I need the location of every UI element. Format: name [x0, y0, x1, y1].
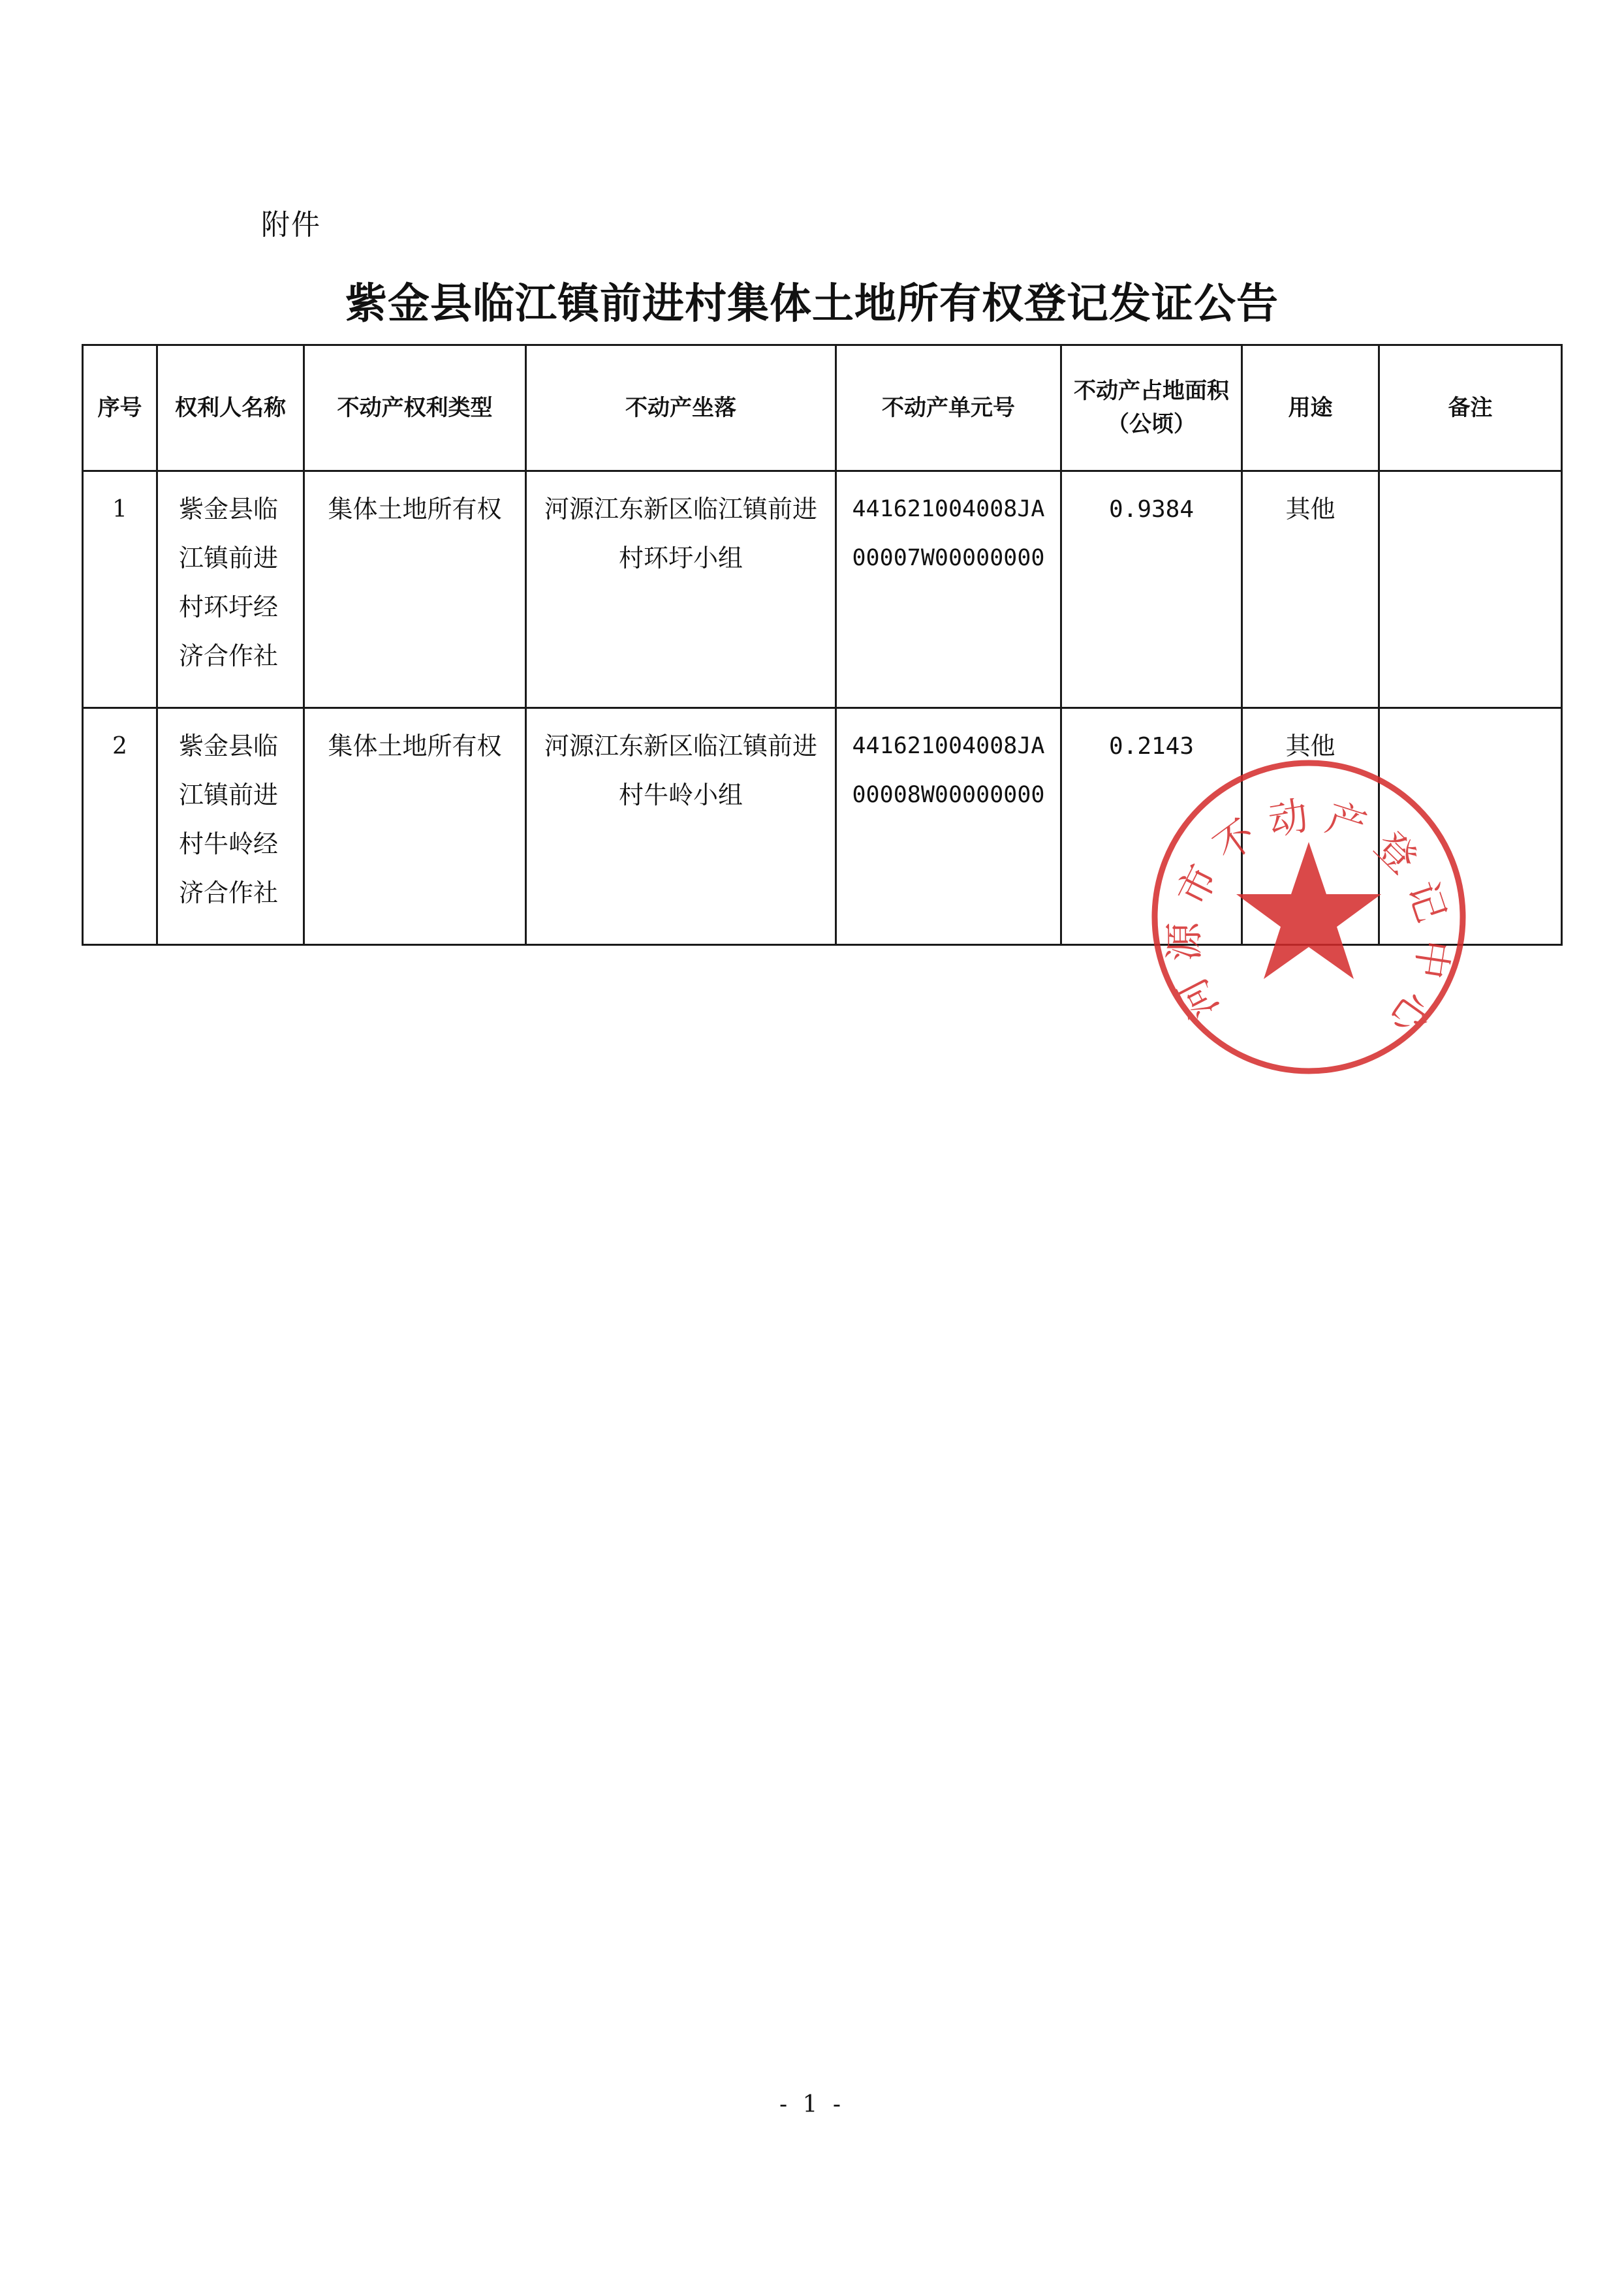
table-row	[83, 471, 1562, 708]
seal-text-path: 河源市不动产登记中心	[1161, 792, 1457, 1042]
header-seq: 序号	[83, 345, 157, 471]
cell-seq: 2	[83, 708, 157, 945]
cell-remark	[1379, 471, 1562, 708]
header-location: 不动产坐落	[526, 345, 836, 471]
cell-right-type: 集体土地所有权	[304, 471, 526, 708]
header-area	[1061, 345, 1242, 471]
cell-holder: 紫金县临江镇前进村环圩经济合作社	[157, 471, 304, 708]
header-right-type: 不动产权利类型	[304, 345, 526, 471]
cell-unit-number: 441621004008JA00007W00000000	[836, 471, 1061, 708]
header-holder: 权利人名称	[157, 345, 304, 471]
attachment-label: 附件	[261, 208, 321, 241]
cell-seq: 1	[83, 471, 157, 708]
cell-right-type: 集体土地所有权	[304, 708, 526, 945]
page-number: - 1 -	[779, 2091, 845, 2118]
header-unit-number: 不动产单元号	[836, 345, 1061, 471]
seal-star-icon	[1236, 842, 1381, 979]
cell-usage: 其他	[1242, 708, 1379, 945]
cell-area: 0.2143	[1061, 708, 1242, 945]
cell-location: 河源江东新区临江镇前进村环圩小组	[526, 471, 836, 708]
header-area-line2: （公顷）	[1107, 411, 1196, 437]
cell-usage: 其他	[1242, 471, 1379, 708]
cell-unit-number: 441621004008JA00008W00000000	[836, 708, 1061, 945]
table-header-row	[83, 345, 1562, 471]
cell-area: 0.9384	[1061, 471, 1242, 708]
cell-holder: 紫金县临江镇前进村牛岭经济合作社	[157, 708, 304, 945]
header-area-line1: 不动产占地面积	[1074, 378, 1229, 404]
cell-location: 河源江东新区临江镇前进村牛岭小组	[526, 708, 836, 945]
document-title: 紫金县临江镇前进村集体土地所有权登记发证公告	[345, 279, 1279, 328]
official-seal	[1142, 751, 1475, 1083]
header-remark: 备注	[1379, 345, 1562, 471]
header-usage: 用途	[1242, 345, 1379, 471]
